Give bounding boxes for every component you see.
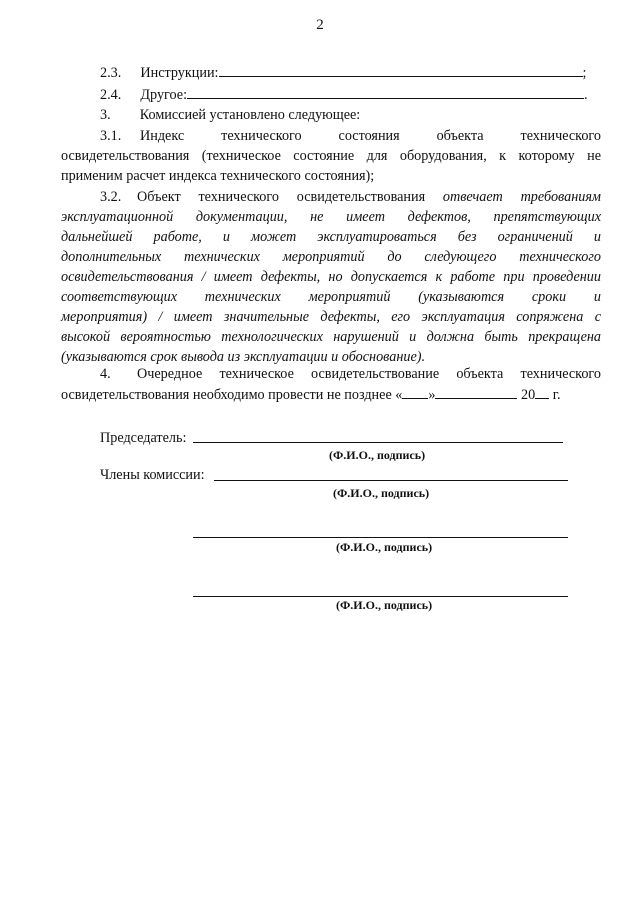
item-3-2-line-6: соответствующих технических мероприятий (указываются сроки и — [61, 289, 601, 305]
item-3-text: Комиссией установлено следующее: — [139, 107, 361, 123]
item-4-line-1: Очередное техническое освидетельствование объекта технического — [137, 366, 601, 382]
item-3-1-line-1: Индекс технического состояния объекта технического — [140, 128, 601, 144]
deadline-year-field[interactable] — [535, 384, 549, 399]
item-3-2-line-7: мероприятия) / имеет значительные дефекты, его эксплуатация сопряжена с — [61, 309, 601, 325]
deadline-day-field[interactable] — [402, 384, 428, 399]
deadline-month-field[interactable] — [435, 384, 517, 399]
item-3-2-line-1-italic: отвечает требованиям — [442, 189, 601, 205]
item-3 — [100, 105, 360, 125]
item-3-2-line-1 — [137, 187, 601, 207]
item-3-2-line-1-plain: Объект технического освидетельствования — [137, 189, 426, 205]
item-3-2-number: 3.2. — [100, 189, 122, 205]
item-2-3-label: Инструкции: — [140, 65, 219, 81]
members-label: Члены комиссии: — [100, 467, 205, 483]
item-2-4-number: 2.4. — [100, 87, 122, 103]
item-3-2-line-2: эксплуатационной документации, не имеет дефектов, препятствующих — [61, 209, 601, 225]
member-3-caption: (Ф.И.О., подпись) — [336, 598, 433, 612]
member-1-caption: (Ф.И.О., подпись) — [333, 486, 430, 500]
item-4-number: 4. — [100, 366, 111, 382]
item-3-2-line-3: дальнейшей работе, и может эксплуатироваться без ограничений и — [61, 229, 601, 245]
item-3-2-line-4: дополнительных технических мероприятий до следующего технического — [61, 249, 601, 265]
year-suffix: г. — [552, 387, 561, 403]
item-2-3 — [100, 62, 586, 83]
chairman-signature-line[interactable] — [193, 442, 563, 443]
item-2-3-number: 2.3. — [100, 65, 122, 81]
instructions-field[interactable] — [219, 62, 583, 77]
member-1-signature-line[interactable] — [214, 480, 568, 481]
other-field[interactable] — [187, 84, 584, 99]
item-3-2-line-8: высокой вероятностью технологических нарушений и должна быть прекращена — [61, 329, 601, 345]
item-2-4-end: . — [584, 87, 588, 103]
item-2-4-label: Другое: — [140, 87, 188, 103]
chairman-caption: (Ф.И.О., подпись) — [329, 448, 426, 462]
item-4-line-2 — [61, 384, 601, 405]
item-2-3-end: ; — [582, 65, 587, 81]
page-number: 2 — [316, 17, 324, 33]
item-3-number: 3. — [100, 107, 111, 123]
item-3-2-line-9: (указываются срок вывода из эксплуатации и обоснование). — [61, 349, 426, 365]
item-2-4 — [100, 84, 588, 105]
item-4-line-2-text: освидетельствования необходимо провести не позднее « — [61, 387, 403, 403]
year-prefix: 20 — [521, 387, 536, 403]
item-3-2-line-5: освидетельствования / имеет дефекты, но допускается к работе при проведении — [61, 269, 601, 285]
member-2-caption: (Ф.И.О., подпись) — [336, 540, 433, 554]
member-2-signature-line[interactable] — [193, 537, 568, 538]
member-3-signature-line[interactable] — [193, 596, 568, 597]
quote-close: » — [428, 387, 436, 403]
item-3-1-line-3: применим расчет индекса технического состояния); — [61, 168, 375, 184]
chairman-label: Председатель: — [100, 430, 187, 446]
item-3-1-number: 3.1. — [100, 128, 122, 144]
item-3-1-line-2: освидетельствования (техническое состояние для оборудования, к которому не — [61, 148, 601, 164]
